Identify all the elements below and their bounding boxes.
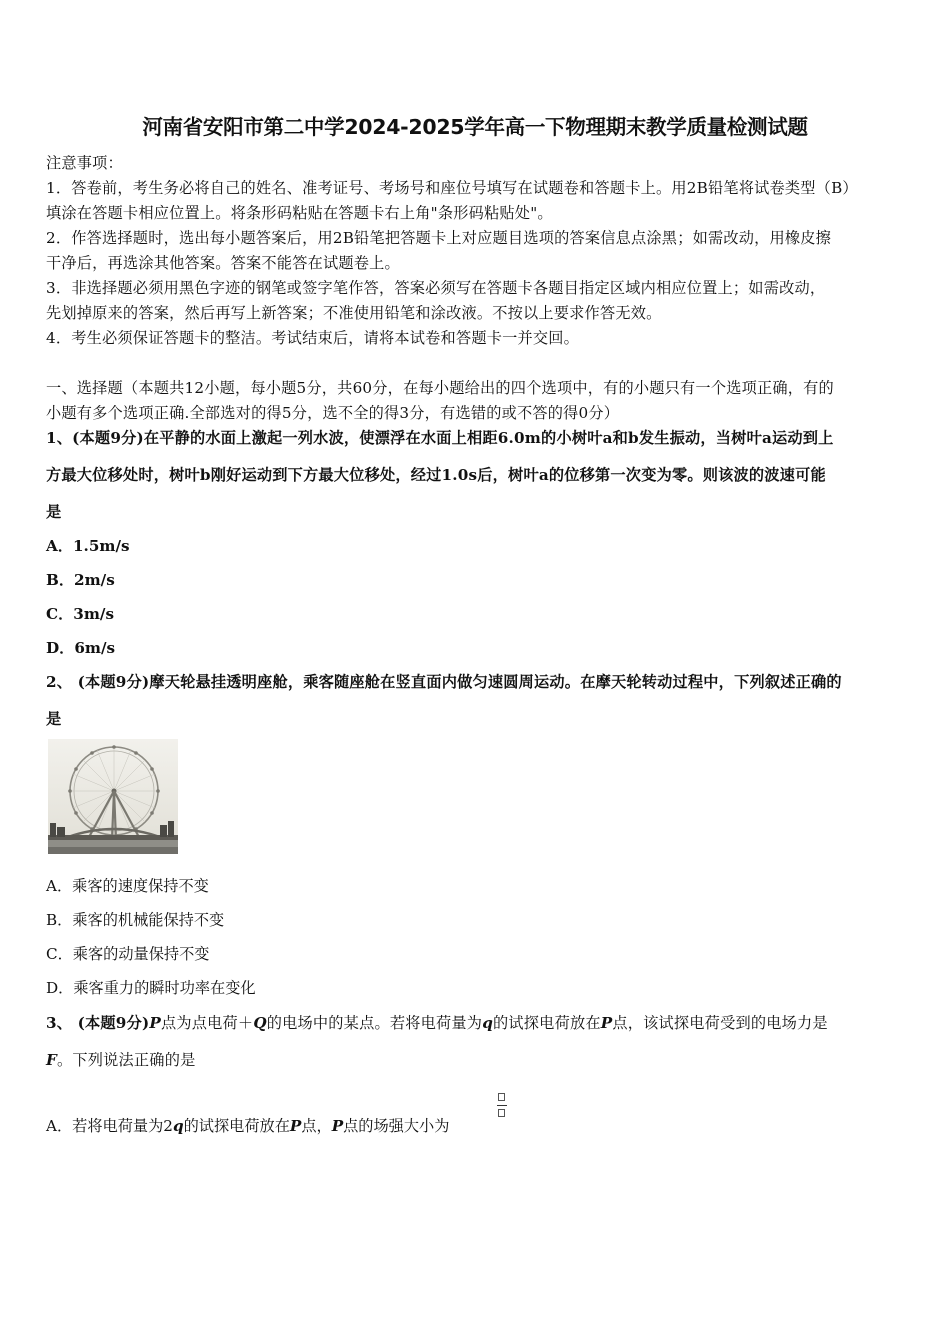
q3-number: 3、 (本题9分) bbox=[46, 1014, 150, 1032]
notice-line-1b: 填涂在答题卡相应位置上。将条形码粘贴在答题卡右上角"条形码粘贴处"。 bbox=[46, 204, 553, 222]
q3-var-f: F bbox=[46, 1051, 57, 1069]
ferris-wheel-photo bbox=[48, 739, 178, 854]
notice-line-3b: 先划掉原来的答案，然后再写上新答案；不准使用铅笔和涂改液。不按以上要求作答无效。 bbox=[46, 304, 662, 322]
q3-text-3: 的试探电荷放在 bbox=[493, 1014, 601, 1032]
q1-option-c: C．3m/s bbox=[46, 605, 115, 623]
q3-option-a-var-p-2: P bbox=[331, 1117, 344, 1135]
q2-option-a: A．乘客的速度保持不变 bbox=[46, 877, 209, 895]
q2-stem-line-1: 2、 (本题9分)摩天轮悬挂透明座舱，乘客随座舱在竖直面内做匀速圆周运动。在摩天轮转动过程中，下列叙述正确的 bbox=[46, 673, 842, 691]
q3-text-4: 点，该试探电荷受到的电场力是 bbox=[612, 1014, 828, 1032]
q3-option-a-var-q: q bbox=[172, 1117, 184, 1135]
q1-option-b: B．2m/s bbox=[46, 571, 115, 589]
numerator-box bbox=[498, 1093, 505, 1101]
q3-var-q: q bbox=[482, 1014, 494, 1032]
q3-option-a-text-4: 点的场强大小为 bbox=[343, 1117, 450, 1135]
notice-line-1a: 1．答卷前，考生务必将自己的姓名、准考证号、考场号和座位号填写在试题卷和答题卡上。用2B铅笔将试卷类型（B） bbox=[46, 179, 858, 197]
q3-option-a-text-1: A．若将电荷量为2 bbox=[46, 1117, 173, 1135]
notice-heading: 注意事项： bbox=[46, 154, 123, 172]
q2-option-b: B．乘客的机械能保持不变 bbox=[46, 911, 225, 929]
q1-stem-line-1: 1、(本题9分)在平静的水面上激起一列水波，使漂浮在水面上相距6.0m的小树叶a和b发生振动，当树叶a运动到上 bbox=[46, 429, 834, 447]
q3-var-q-charge: Q bbox=[253, 1014, 267, 1032]
q1-option-a: A．1.5m/s bbox=[46, 537, 130, 555]
page-title: 河南省安阳市第二中学2024-2025学年高一下物理期末教学质量检测试题 bbox=[142, 115, 808, 139]
q3-option-a-text-2: 的试探电荷放在 bbox=[183, 1117, 290, 1135]
notice-line-4: 4．考生必须保证答题卡的整洁。考试结束后，请将本试卷和答题卡一并交回。 bbox=[46, 329, 580, 347]
q2-option-c: C．乘客的动量保持不变 bbox=[46, 945, 210, 963]
section-heading-line-2: 小题有多个选项正确.全部选对的得5分，选不全的得3分，有选错的或不答的得0分） bbox=[46, 404, 620, 422]
q3-text-2: 的电场中的某点。若将电荷量为 bbox=[266, 1014, 483, 1032]
q3-option-a-var-p: P bbox=[289, 1117, 302, 1135]
q2-stem-line-2: 是 bbox=[46, 710, 62, 728]
notice-line-3a: 3．非选择题必须用黑色字迹的钢笔或签字笔作答，答案必须写在答题卡各题目指定区域内相应位置上；如需改动， bbox=[46, 279, 826, 297]
q2-option-d: D．乘客重力的瞬时功率在变化 bbox=[46, 979, 256, 997]
q1-stem-line-2: 方最大位移处时，树叶b刚好运动到下方最大位移处，经过1.0s后，树叶a的位移第一次变为零。则该波的波速可能 bbox=[46, 466, 826, 484]
q3-text-5: 。下列说法正确的是 bbox=[56, 1051, 196, 1069]
q3-option-a-text-3: 点， bbox=[301, 1117, 332, 1135]
fraction-bar bbox=[497, 1105, 507, 1106]
q3-option-a bbox=[46, 1115, 449, 1136]
q3-stem-line-1 bbox=[46, 1012, 828, 1033]
q3-text-1: 点为点电荷＋ bbox=[160, 1014, 254, 1032]
section-heading-line-1: 一、选择题（本题共12小题，每小题5分，共60分，在每小题给出的四个选项中，有的小题只有一个选项正确，有的 bbox=[46, 379, 834, 397]
q3-var-p: P bbox=[149, 1014, 161, 1032]
notice-line-2a: 2．作答选择题时，选出每小题答案后，用2B铅笔把答题卡上对应题目选项的答案信息点涂黑；如需改动，用橡皮擦 bbox=[46, 229, 832, 247]
q3-stem-line-2 bbox=[46, 1049, 195, 1070]
q1-stem-line-3: 是 bbox=[46, 503, 62, 521]
q1-option-d: D．6m/s bbox=[46, 639, 116, 657]
denominator-box bbox=[498, 1109, 505, 1117]
fraction-placeholder-icon bbox=[497, 1090, 507, 1122]
notice-line-2b: 干净后，再选涂其他答案。答案不能答在试题卷上。 bbox=[46, 254, 400, 272]
q3-var-p-2: P bbox=[600, 1014, 613, 1032]
